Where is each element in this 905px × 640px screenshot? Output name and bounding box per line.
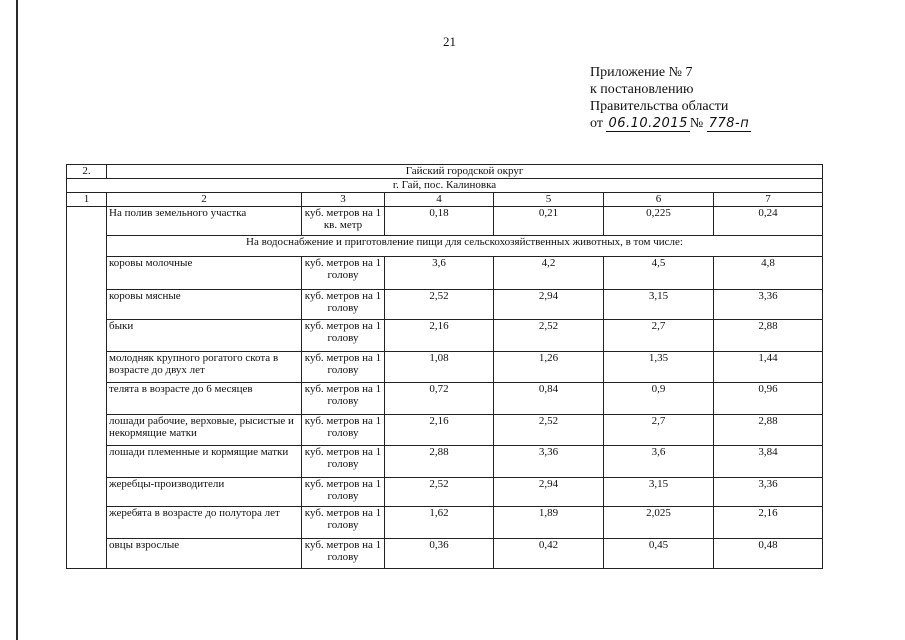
livestock-unit: куб. метров на 1 голову: [302, 383, 385, 415]
livestock-value: 2,16: [385, 320, 494, 352]
livestock-value: 0,45: [604, 539, 714, 569]
livestock-unit: куб. метров на 1 голову: [302, 539, 385, 569]
irrigation-value: 0,225: [604, 207, 714, 236]
livestock-row: [67, 290, 823, 320]
livestock-value: 2,16: [385, 415, 494, 446]
livestock-value: 1,35: [604, 352, 714, 383]
column-number: 5: [494, 193, 604, 207]
livestock-value: 3,15: [604, 290, 714, 320]
irrigation-value: 0,21: [494, 207, 604, 236]
livestock-value: 2,94: [494, 290, 604, 320]
livestock-value: 1,44: [714, 352, 823, 383]
irrigation-value: 0,24: [714, 207, 823, 236]
livestock-value: 2,7: [604, 320, 714, 352]
column-number-row: [67, 193, 823, 207]
livestock-value: 3,36: [714, 478, 823, 507]
livestock-value: 3,15: [604, 478, 714, 507]
livestock-name: лошади рабочие, верховые, рысистые и некормящие матки: [107, 415, 302, 446]
livestock-value: 0,96: [714, 383, 823, 415]
livestock-row: [67, 478, 823, 507]
livestock-name: коровы мясные: [107, 290, 302, 320]
date-prefix: от: [590, 116, 603, 131]
livestock-unit: куб. метров на 1 голову: [302, 507, 385, 539]
livestock-name: молодняк крупного рогатого скота в возрасте до двух лет: [107, 352, 302, 383]
irrigation-name: На полив земельного участка: [107, 207, 302, 236]
column-number: 2: [107, 193, 302, 207]
livestock-name: овцы взрослые: [107, 539, 302, 569]
livestock-value: 3,36: [714, 290, 823, 320]
water-supply-heading: На водоснабжение и приготовление пищи для сельскохозяйственных животных, в том числе:: [107, 236, 823, 257]
livestock-value: 0,48: [714, 539, 823, 569]
irrigation-unit: куб. метров на 1 кв. метр: [302, 207, 385, 236]
livestock-unit: куб. метров на 1 голову: [302, 320, 385, 352]
livestock-value: 2,88: [714, 415, 823, 446]
appendix-line-3: Правительства области: [590, 99, 729, 114]
page-number: 21: [443, 34, 456, 49]
column-number: 1: [67, 193, 107, 207]
livestock-unit: куб. метров на 1 голову: [302, 352, 385, 383]
column-number: 7: [714, 193, 823, 207]
livestock-value: 2,025: [604, 507, 714, 539]
livestock-value: 3,36: [494, 446, 604, 478]
appendix-date-line: [590, 115, 751, 132]
livestock-unit: куб. метров на 1 голову: [302, 446, 385, 478]
column-number: 4: [385, 193, 494, 207]
livestock-value: 4,8: [714, 257, 823, 290]
section-number: 2.: [67, 165, 107, 179]
livestock-value: 0,42: [494, 539, 604, 569]
livestock-value: 1,62: [385, 507, 494, 539]
left-margin-rule: [16, 0, 18, 640]
livestock-value: 2,94: [494, 478, 604, 507]
livestock-row: [67, 257, 823, 290]
livestock-unit: куб. метров на 1 голову: [302, 478, 385, 507]
blank-cell: [67, 207, 107, 569]
livestock-value: 1,08: [385, 352, 494, 383]
tariff-table: [66, 164, 823, 569]
livestock-value: 0,84: [494, 383, 604, 415]
column-number: 3: [302, 193, 385, 207]
livestock-value: 3,84: [714, 446, 823, 478]
livestock-row: [67, 415, 823, 446]
number-sign: №: [689, 116, 704, 131]
livestock-name: телята в возрасте до 6 месяцев: [107, 383, 302, 415]
livestock-unit: куб. метров на 1 голову: [302, 415, 385, 446]
livestock-value: 0,72: [385, 383, 494, 415]
livestock-unit: куб. метров на 1 голову: [302, 257, 385, 290]
livestock-name: лошади племенные и кормящие матки: [107, 446, 302, 478]
irrigation-value: 0,18: [385, 207, 494, 236]
livestock-value: 0,36: [385, 539, 494, 569]
livestock-row: [67, 539, 823, 569]
column-number: 6: [604, 193, 714, 207]
appendix-title: Приложение № 7: [590, 65, 693, 80]
livestock-value: 2,52: [385, 478, 494, 507]
livestock-name: жеребята в возрасте до полутора лет: [107, 507, 302, 539]
livestock-value: 2,16: [714, 507, 823, 539]
livestock-value: 2,52: [494, 320, 604, 352]
livestock-row: [67, 446, 823, 478]
livestock-row: [67, 383, 823, 415]
irrigation-row: [67, 207, 823, 236]
livestock-value: 4,2: [494, 257, 604, 290]
appendix-line-2: к постановлению: [590, 82, 694, 97]
livestock-value: 2,52: [494, 415, 604, 446]
handwritten-number: 778-п: [708, 116, 750, 131]
livestock-value: 2,88: [385, 446, 494, 478]
locality-name: г. Гай, пос. Калиновка: [67, 179, 823, 193]
livestock-row: [67, 352, 823, 383]
livestock-value: 2,7: [604, 415, 714, 446]
livestock-name: быки: [107, 320, 302, 352]
livestock-value: 3,6: [604, 446, 714, 478]
district-name: Гайский городской округ: [107, 165, 823, 179]
livestock-value: 1,89: [494, 507, 604, 539]
livestock-value: 2,52: [385, 290, 494, 320]
livestock-row: [67, 320, 823, 352]
livestock-value: 4,5: [604, 257, 714, 290]
appendix-header: [590, 64, 751, 132]
livestock-value: 3,6: [385, 257, 494, 290]
livestock-name: жеребцы-производители: [107, 478, 302, 507]
livestock-value: 2,88: [714, 320, 823, 352]
livestock-value: 1,26: [494, 352, 604, 383]
livestock-value: 0,9: [604, 383, 714, 415]
livestock-name: коровы молочные: [107, 257, 302, 290]
livestock-unit: куб. метров на 1 голову: [302, 290, 385, 320]
livestock-row: [67, 507, 823, 539]
handwritten-date: 06.10.2015: [608, 116, 688, 131]
